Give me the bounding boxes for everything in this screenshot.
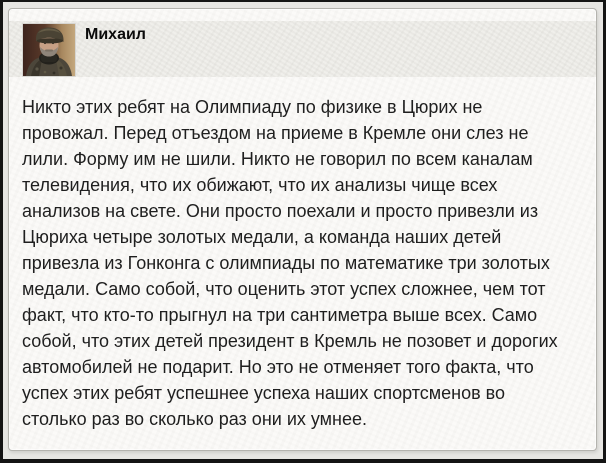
post-card <box>8 8 597 451</box>
author-name[interactable]: Михаил <box>85 26 146 43</box>
post-body: Никто этих ребят на Олимпиаду по физике в Цюрих не провожал. Перед отъездом на приеме в Кремле они слез не лили. Форму им не шили. Никто не говорил по всем каналам телевидения, что их обижают, что их анализы чище всех анализов на свете. Они просто поехали и просто привезли из Цюриха четыре золотых медали, а команда наших детей привезла из Гонконга с олимпиады по математике три золотых медали. Само собой, что оценить этот успех сложнее, чем тот факт, что кто-то прыгнул на три сантиметра выше всех. Само собой, что этих детей президент в Кремль не позовет и дорогих автомобилей не подарит. Но это не отменяет того факта, что успех этих ребят успешнее успеха наших спортсменов во столько раз во сколько раз они их умнее. <box>22 97 558 429</box>
outer-frame <box>3 2 603 459</box>
post-header <box>9 21 596 77</box>
avatar[interactable] <box>22 23 76 77</box>
